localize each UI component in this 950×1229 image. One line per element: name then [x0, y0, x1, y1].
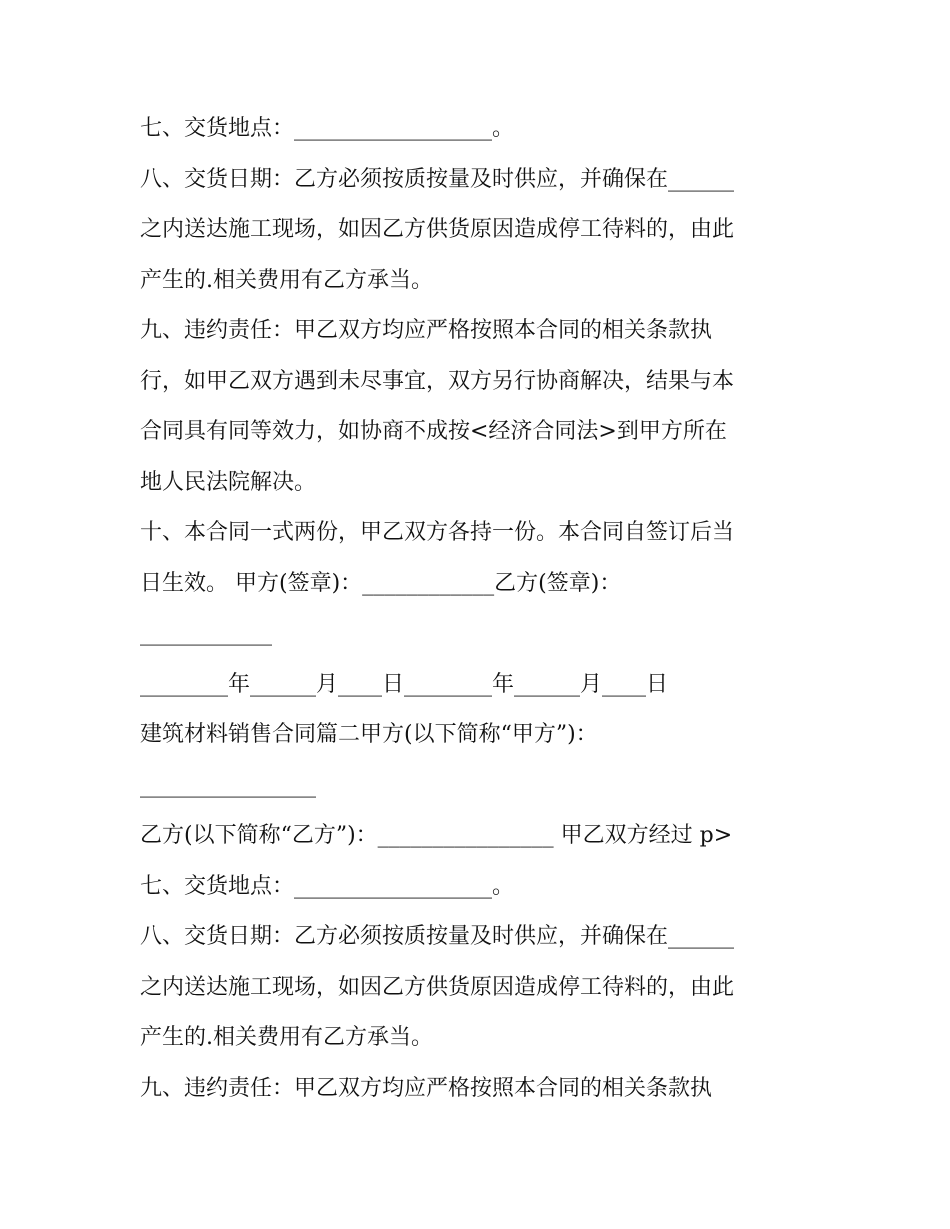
text-line: 之内送达施工现场，如因乙方供货原因造成停工待料的，由此	[140, 217, 735, 242]
text-line: 乙方(以下简称“乙方”)：________________ 甲乙双方经过 p>	[140, 823, 733, 848]
section-title-line: 建筑材料销售合同篇二甲方(以下简称“甲方”)：	[140, 722, 598, 747]
text-line: 七、交货地点：__________________。	[140, 873, 515, 899]
text-line: 日生效。 甲方(签章)：____________乙方(签章)：	[140, 570, 622, 596]
text-line: 九、违约责任：甲乙双方均应严格按照本合同的相关条款执	[140, 1075, 713, 1101]
text-line: ____________	[140, 621, 272, 646]
document-body	[140, 104, 820, 1114]
text-line: ________________	[140, 772, 316, 798]
text-line: 之内送达施工现场，如因乙方供货原因造成停工待料的，由此	[140, 974, 735, 1000]
text-line: 产生的.相关费用有乙方承当。	[140, 267, 433, 293]
text-line: 十、本合同一式两份，甲乙双方各持一份。本合同自签订后当	[140, 520, 735, 545]
text-line: 合同具有同等效力，如协商不成按<经济合同法>到甲方所在	[140, 419, 727, 444]
text-line: 七、交货地点：__________________。	[140, 116, 515, 141]
text-line: ________年______月____日________年______月____日	[140, 671, 669, 697]
text-line: 九、违约责任：甲乙双方均应严格按照本合同的相关条款执	[140, 318, 713, 343]
text-line: 产生的.相关费用有乙方承当。	[140, 1025, 433, 1050]
text-line: 行，如甲乙双方遇到未尽事宜，双方另行协商解决，结果与本	[140, 368, 735, 394]
text-line: 八、交货日期：乙方必须按质按量及时供应，并确保在______	[140, 166, 735, 192]
text-line: 地人民法院解决。	[140, 469, 317, 495]
text-line: 八、交货日期：乙方必须按质按量及时供应，并确保在______	[140, 924, 735, 949]
